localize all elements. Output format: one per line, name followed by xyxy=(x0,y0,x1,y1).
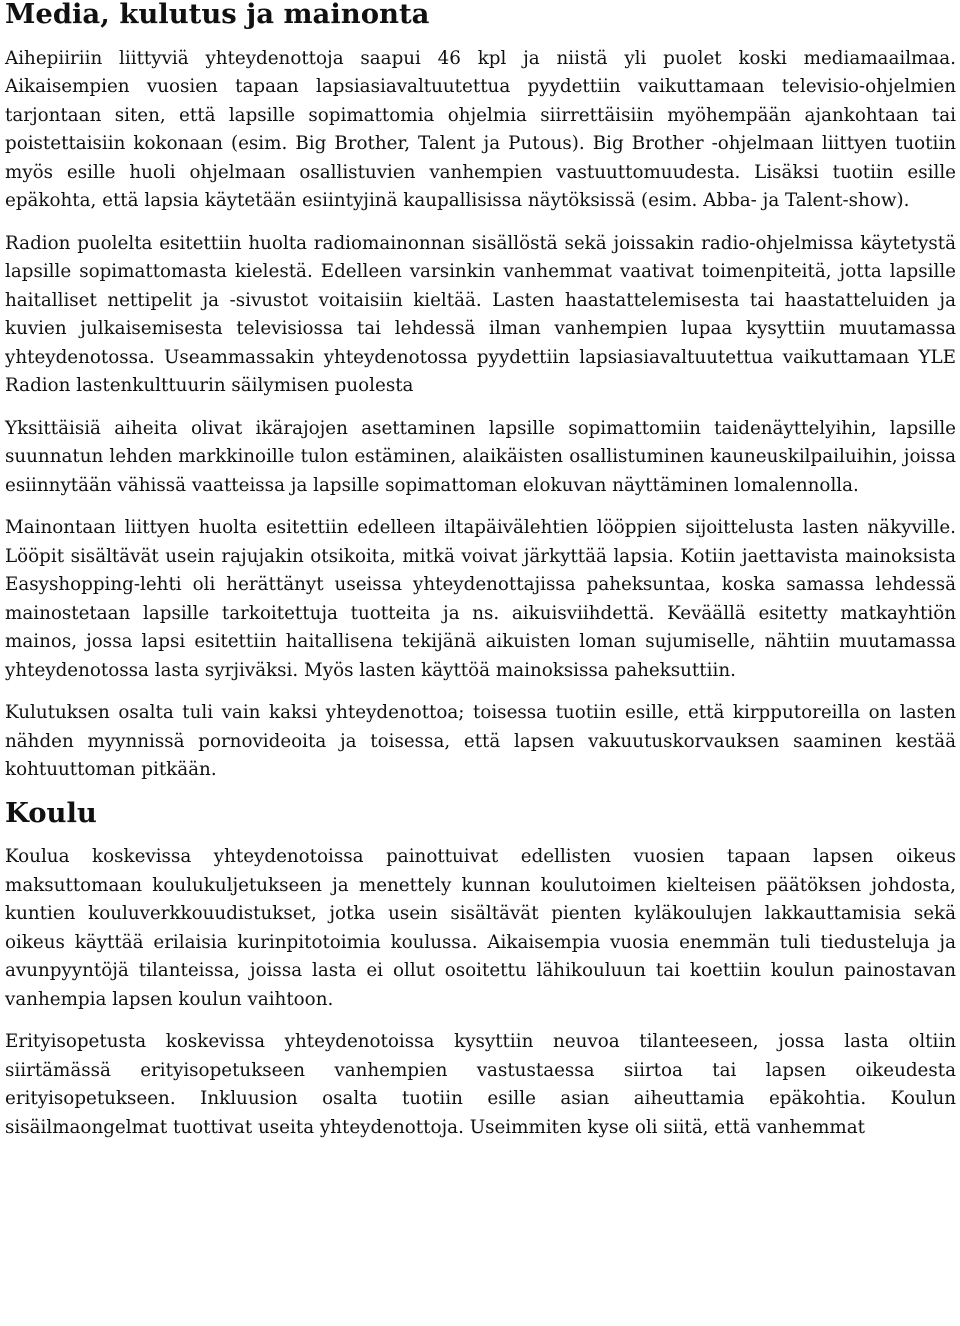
paragraph-media-5: Kulutuksen osalta tuli vain kaksi yhteydenottoa; toisessa tuotiin esille, että kirpputoreilla on lasten nähden myynnissä pornovideoita ja toisessa, että lapsen vakuutuskorvauksen saaminen kestää kohtuuttoman pitkään. xyxy=(5,702,956,780)
paragraph-media-2: Radion puolelta esitettiin huolta radiomainonnan sisällöstä sekä joissakin radio-ohjelmissa käytetystä lapsille sopimattomasta kielestä. Edelleen varsinkin vanhemmat vaativat toimenpiteitä, jotta lapsille haitalliset nettipelit ja -sivustot voitaisiin kieltää. Lasten haastattelemisesta tai haastatteluiden ja kuvien julkaisemisesta televisiossa tai lehdessä ilman vanhempien lupaa kysyttiin muutamassa yhteydenotossa. Useammassakin yhteydenotossa pyydettiin lapsiasiavaltuutettua vaikuttamaan YLE Radion lastenkulttuurin säilymisen puolesta xyxy=(5,232,956,396)
paragraph-koulu-1: Koulua koskevissa yhteydenotoissa painottuivat edellisten vuosien tapaan lapsen oikeus maksuttomaan koulukuljetukseen ja menettely kunnan koulutoimen kielteisen päätöksen johdosta, kuntien kouluverkkouudistukset, jotka usein sisältävät pienten kyläkoulujen lakkauttamisia sekä oikeus käyttää erilaisia kurinpitotoimia koulussa. Aikaisempia vuosia enemmän tuli tiedusteluja ja avunpyyntöjä tilanteissa, joissa lasta ei ollut osoitettu lähikouluun tai koettiin koulun painostavan vanhempia lapsen koulun vaihtoon. xyxy=(5,846,956,1010)
paragraph-media-1: Aihepiiriin liittyviä yhteydenottoja saapui 46 kpl ja niistä yli puolet koski mediamaailmaa. Aikaisempien vuosien tapaan lapsiasiavaltuutettua pyydettiin vaikuttamaan televisio-ohjelmien tarjontaan siten, että lapsille sopimattomia ohjelmia siirrettäisiin myöhempään ajankohtaan tai poistettaisiin kokonaan (esim. Big Brother, Talent ja Putous). Big Brother -ohjelmaan liittyen tuotiin myös esille huoli ohjelmaan osallistuvien vanhempien vastuuttomuudesta. Lisäksi tuotiin esille epäkohta, että lapsia käytetään esiintyjinä kaupallisissa näytöksissä (esim. Abba- ja Talent-show). xyxy=(5,47,956,211)
section-heading-koulu: Koulu xyxy=(5,796,97,829)
paragraph-media-4: Mainontaan liittyen huolta esitettiin edelleen iltapäivälehtien lööppien sijoittelusta lasten näkyville. Lööpit sisältävät usein rajujakin otsikoita, mitkä voivat järkyttää lapsia. Kotiin jaettavista mainoksista Easyshopping-lehti oli herättänyt useissa yhteydenottajissa paheksuntaa, koska samassa lehdessä mainostetaan lapsille tarkoitettuja tuotteita ja ns. aikuisviihdettä. Keväällä esitetty matkayhtiön mainos, jossa lapsi esitettiin haitallisena tekijänä aikuisten loman sujumiselle, nähtiin muutamassa yhteydenotossa lasta syrjiväksi. Myös lasten käyttöä mainoksissa paheksuttiin. xyxy=(5,517,956,681)
paragraph-media-3: Yksittäisiä aiheita olivat ikärajojen asettaminen lapsille sopimattomiin taidenäyttelyihin, lapsille suunnatun lehden markkinoille tulon estäminen, alaikäisten osallistuminen kauneuskilpailuihin, joissa esiinnytään vähissä vaatteissa ja lapsille sopimattoman elokuvan näyttäminen lomalennolla. xyxy=(5,417,956,496)
paragraph-koulu-2: Erityisopetusta koskevissa yhteydenotoissa kysyttiin neuvoa tilanteeseen, jossa lasta oltiin siirtämässä erityisopetukseen vanhempien vastustaessa siirtoa tai lapsen oikeudesta erityisopetukseen. Inkluusion osalta tuotiin esille asian aiheuttamia epäkohtia. Koulun sisäilmaongelmat tuottivat useita yhteydenottoja. Useimmiten kyse oli siitä, että vanhemmat xyxy=(5,1031,956,1138)
section-heading-media: Media, kulutus ja mainonta xyxy=(5,0,430,30)
document-page xyxy=(5,0,956,1142)
